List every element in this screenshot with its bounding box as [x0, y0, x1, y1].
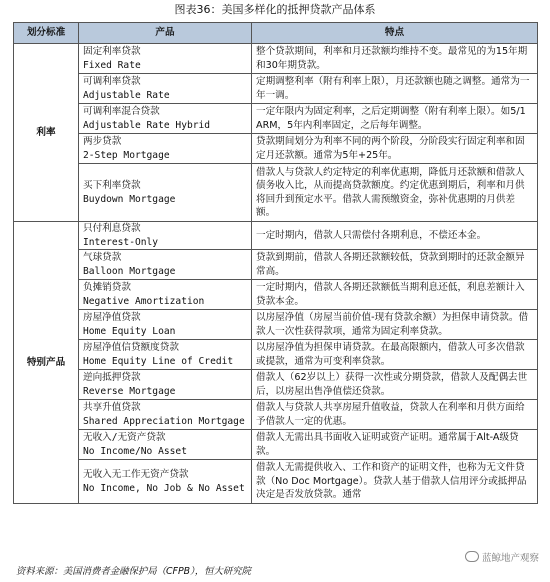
watermark [460, 548, 544, 566]
mortgage-products-table [13, 22, 538, 504]
feature-cell: 整个贷款期间，利率和月还款额均维持不变。最常见的为15年期和30年期贷款。 [252, 44, 538, 74]
product-name-en: Home Equity Line of Credit [83, 355, 234, 367]
product-cell [79, 280, 252, 310]
product-name-en: Balloon Mortgage [83, 265, 176, 277]
product-name-en: 2-Step Mortgage [83, 149, 170, 161]
header-features: 特点 [252, 23, 538, 44]
wechat-icon [465, 551, 479, 562]
product-cell [79, 44, 252, 74]
table-row [14, 44, 538, 74]
product-name-cn: 两步贷款 [83, 136, 122, 147]
table-row [14, 370, 538, 400]
table-header-row [14, 23, 538, 44]
table-row [14, 134, 538, 164]
feature-cell: 以房屋净值（房屋当前价值-现有贷款余额）为担保申请贷款。借款人一次性获得款项，通常为固定利率贷款。 [252, 310, 538, 340]
product-name-en: Fixed Rate [83, 59, 141, 71]
product-cell [79, 222, 252, 250]
feature-cell: 贷款期间划分为利率不同的两个阶段，分阶段实行固定利率和固定月还款额。通常为5年+25年。 [252, 134, 538, 164]
table-row [14, 340, 538, 370]
feature-cell: 一定时期内，借款人只需偿付各期利息，不偿还本金。 [252, 222, 538, 250]
product-cell [79, 250, 252, 280]
product-cell [79, 164, 252, 222]
table-row [14, 164, 538, 222]
product-name-en: Shared Appreciation Mortgage [83, 415, 245, 427]
table-row [14, 460, 538, 504]
product-name-cn: 只付利息贷款 [83, 223, 141, 234]
product-name-en: No Income, No Job & No Asset [83, 482, 245, 494]
product-cell [79, 104, 252, 134]
product-name-en: Adjustable Rate Hybrid [83, 119, 211, 131]
figure-title: 图表36：美国多样化的抵押贷款产品体系 [174, 3, 376, 16]
product-name-cn: 共享升值贷款 [83, 402, 141, 413]
product-name-en: Reverse Mortgage [83, 385, 176, 397]
feature-cell: 一定时期内，借款人各期还款额低当期利息还低，利息差额计入贷款本金。 [252, 280, 538, 310]
table-body [14, 44, 538, 504]
product-name-cn: 逆向抵押贷款 [83, 372, 141, 383]
product-name-cn: 负摊销贷款 [83, 282, 131, 293]
feature-cell: 定期调整利率（附有利率上限），月还款额也随之调整。通常为一年一调。 [252, 74, 538, 104]
category-cell: 利率 [14, 44, 79, 222]
product-name-en: Adjustable Rate [83, 89, 170, 101]
product-name-en: No Income/No Asset [83, 445, 187, 457]
feature-cell: 借款人与贷款人约定特定的利率优惠期，降低月还款额和借款人债务收入比，从而提高贷款额度。约定优惠到期后，利率和月供将回升到预定水平。借款人需预缴资金，弥补优惠期的月供差额。 [252, 164, 538, 222]
header-criteria: 划分标准 [14, 23, 79, 44]
feature-cell: 借款人（62岁以上）获得一次性或分期贷款，借款人及配偶去世后，以房屋出售净值偿还贷款。 [252, 370, 538, 400]
product-name-cn: 无收入/无资产贷款 [83, 432, 166, 443]
product-cell [79, 400, 252, 430]
feature-cell: 借款人与贷款人共享房屋升值收益，贷款人在利率和月供方面给予借款人一定的优惠。 [252, 400, 538, 430]
product-name-en: Interest-Only [83, 236, 159, 248]
feature-cell: 借款人无需提供收入、工作和资产的证明文件，也称为无文件贷款（No Doc Mortgage）。贷款人基于借款人信用评分或抵押品决定是否发放贷款。通常 [252, 460, 538, 504]
product-name-cn: 房屋净值信贷额度贷款 [83, 342, 179, 353]
product-name-en: Buydown Mortgage [83, 193, 176, 205]
table-row [14, 310, 538, 340]
product-name-cn: 可调利率贷款 [83, 76, 141, 87]
table-row [14, 74, 538, 104]
product-name-cn: 气球贷款 [83, 252, 122, 263]
product-cell [79, 310, 252, 340]
product-cell [79, 134, 252, 164]
feature-cell: 借款人无需出具书面收入证明或资产证明。通常属于Alt-A级贷款。 [252, 430, 538, 460]
product-cell [79, 460, 252, 504]
table-row [14, 222, 538, 250]
product-name-cn: 可调利率混合贷款 [83, 106, 160, 117]
product-cell [79, 430, 252, 460]
feature-cell: 一定年限内为固定利率，之后定期调整（附有利率上限）。如5/1 ARM，5年内利率固定，之后每年调整。 [252, 104, 538, 134]
feature-cell: 以房屋净值为担保申请贷款。在最高限额内，借款人可多次借款或提款，通常为可变利率贷款。 [252, 340, 538, 370]
product-name-en: Home Equity Loan [83, 325, 176, 337]
product-cell [79, 74, 252, 104]
product-cell [79, 370, 252, 400]
table-row [14, 250, 538, 280]
feature-cell: 贷款到期前，借款人各期还款额较低，贷款到期时的还款金额异常高。 [252, 250, 538, 280]
source-note: 资料来源：美国消费者金融保护局（CFPB），恒大研究院 [16, 566, 251, 577]
category-cell: 特别产品 [14, 222, 79, 504]
table-row [14, 400, 538, 430]
product-name-cn: 买下利率贷款 [83, 180, 141, 191]
product-cell [79, 340, 252, 370]
product-name-cn: 无收入无工作无资产贷款 [83, 469, 189, 480]
product-name-cn: 房屋净值贷款 [83, 312, 141, 323]
header-product: 产品 [79, 23, 252, 44]
table-row [14, 280, 538, 310]
table-row [14, 104, 538, 134]
product-name-en: Negative Amortization [83, 295, 205, 307]
table-row [14, 430, 538, 460]
watermark-text: 蓝鲸地产观察 [481, 553, 539, 564]
product-name-cn: 固定利率贷款 [83, 46, 141, 57]
